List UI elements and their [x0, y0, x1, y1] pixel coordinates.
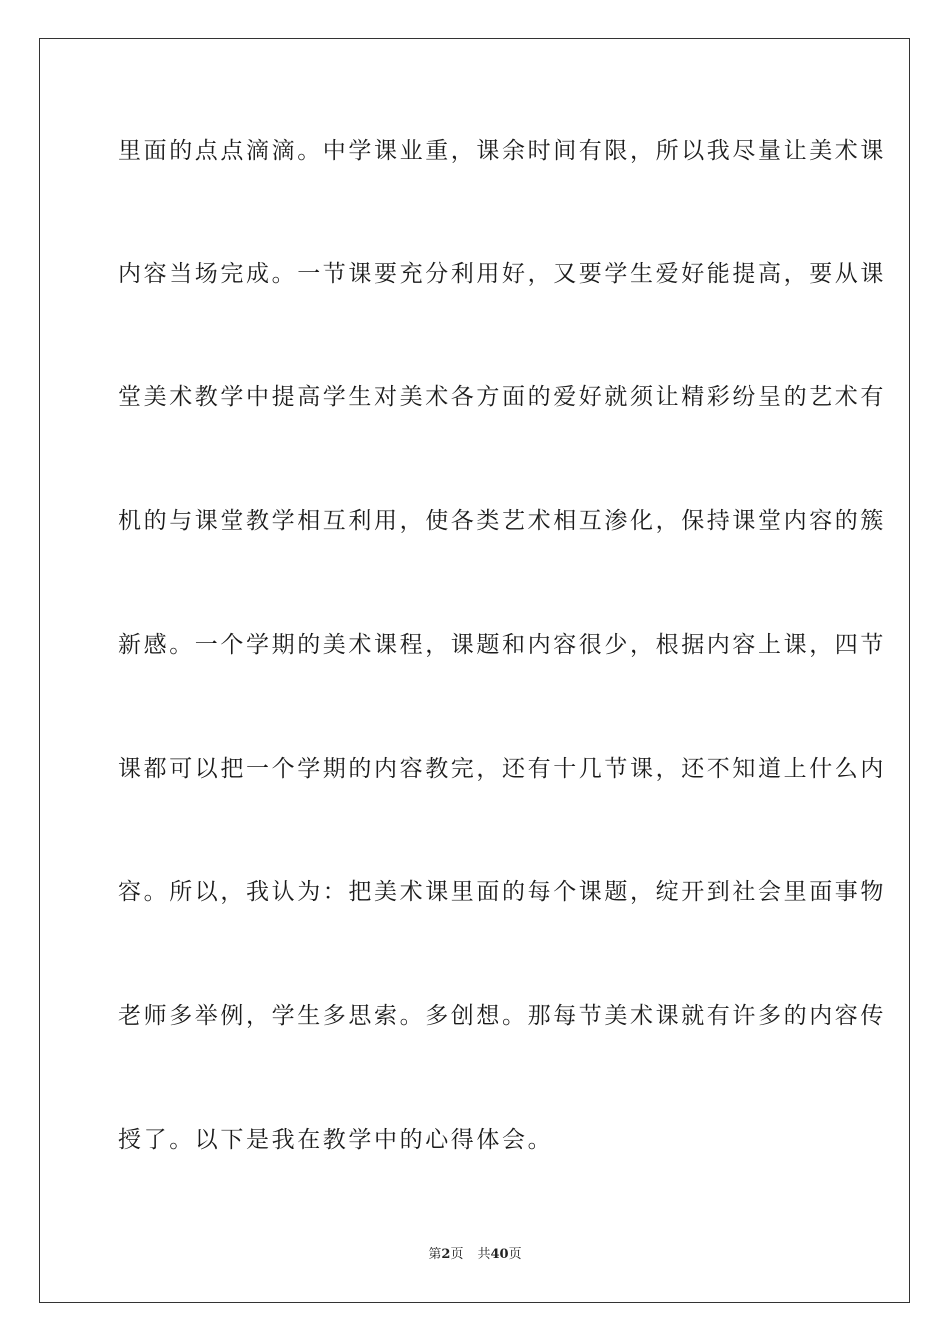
current-page-number: 2 — [441, 1247, 451, 1262]
body-line-1: 里面的点点滴滴。中学课业重，课余时间有限，所以我尽量让美术课 — [118, 138, 886, 164]
total-pages-number: 40 — [490, 1247, 509, 1262]
body-line-6: 课都可以把一个学期的内容教完，还有十几节课，还不知道上什么内 — [118, 756, 886, 782]
footer-total-prefix: 共 — [477, 1247, 491, 1262]
body-line-9: 授了。以下是我在教学中的心得体会。 — [118, 1127, 554, 1153]
footer-total-suffix: 页 — [508, 1247, 522, 1262]
body-line-5: 新感。一个学期的美术课程，课题和内容很少，根据内容上课，四节 — [118, 632, 886, 658]
footer-page-suffix: 页 — [450, 1247, 464, 1262]
body-line-2: 内容当场完成。一节课要充分利用好，又要学生爱好能提高，要从课 — [118, 261, 886, 287]
body-line-7: 容。所以，我认为：把美术课里面的每个课题，绽开到社会里面事物 — [118, 879, 886, 905]
body-line-4: 机的与课堂教学相互利用，使各类艺术相互渗化，保持课堂内容的簇 — [118, 508, 886, 534]
body-line-8: 老师多举例，学生多思索。多创想。那每节美术课就有许多的内容传 — [118, 1003, 886, 1029]
page-border — [39, 38, 910, 1303]
footer-page-prefix: 第 — [428, 1247, 442, 1262]
page-footer — [0, 1246, 950, 1264]
body-line-3: 堂美术教学中提高学生对美术各方面的爱好就须让精彩纷呈的艺术有 — [118, 384, 886, 410]
